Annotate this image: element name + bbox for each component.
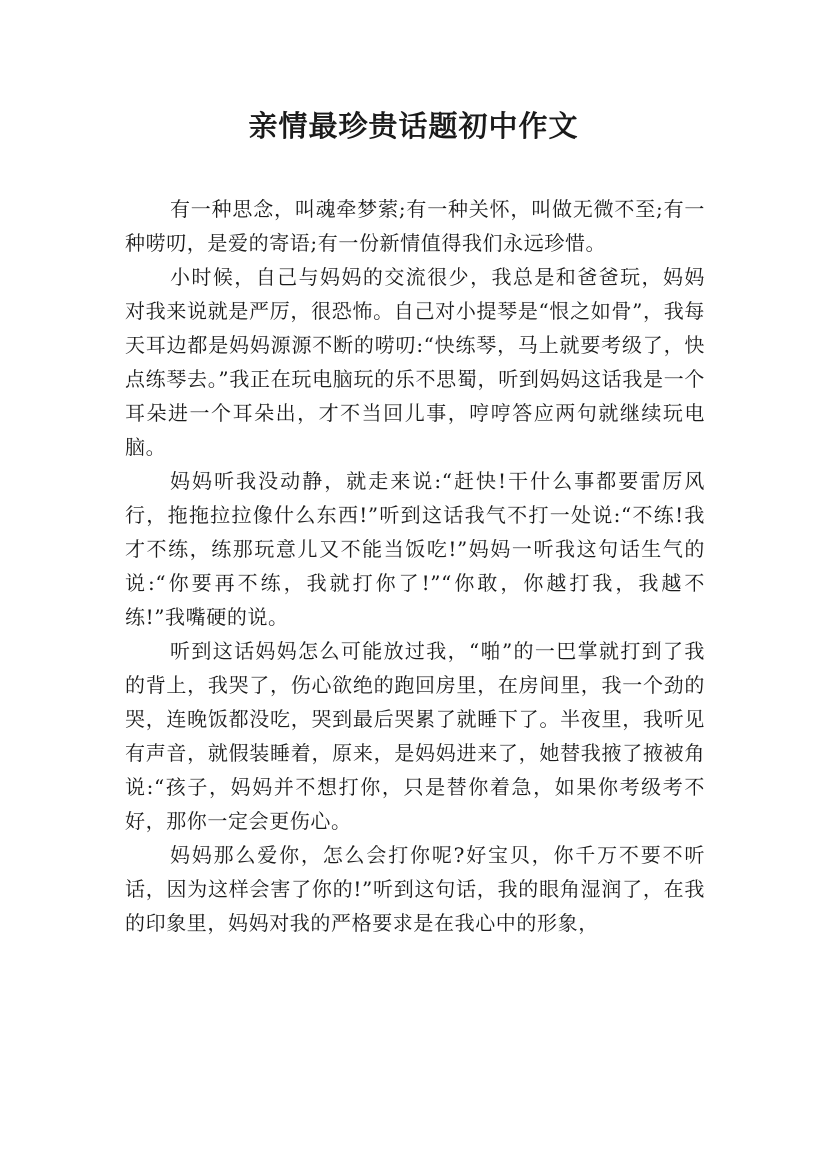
paragraph: 妈妈那么爱你，怎么会打你呢?好宝贝，你千万不要不听话，因为这样会害了你的!”听到这句话，我的眼角湿润了，在我的印象里，妈妈对我的严格要求是在我心中的形象， — [125, 843, 705, 935]
paragraph: 听到这话妈妈怎么可能放过我，“啪”的一巴掌就打到了我的背上，我哭了，伤心欲绝的跑回房里，在房间里，我一个劲的哭，连晚饭都没吃，哭到最后哭累了就睡下了。半夜里，我听见有声音，就假装睡着，原来，是妈妈进来了，她替我掖了掖被角说:“孩子，妈妈并不想打你，只是替你着急，如果你考级考不好，那你一定会更伤心。 — [125, 639, 705, 833]
document-body — [125, 192, 705, 940]
paragraph: 有一种思念，叫魂牵梦萦;有一种关怀，叫做无微不至;有一种唠叨，是爱的寄语;有一份新情值得我们永远珍惜。 — [125, 197, 705, 255]
paragraph: 妈妈听我没动静，就走来说:“赶快!干什么事都要雷厉风行，拖拖拉拉像什么东西!”听到这话我气不打一处说:“不练!我才不练，练那玩意儿又不能当饭吃!”妈妈一听我这句话生气的说:“你要再不练，我就打你了!”“你敢，你越打我，我越不练!”我嘴硬的说。 — [125, 469, 705, 629]
document-title: 亲情最珍贵话题初中作文 — [248, 109, 579, 143]
paragraph: 小时候，自己与妈妈的交流很少，我总是和爸爸玩，妈妈对我来说就是严厉，很恐怖。自己对小提琴是“恨之如骨”，我每天耳边都是妈妈源源不断的唠叨:“快练琴，马上就要考级了，快点练琴去。”我正在玩电脑玩的乐不思蜀，听到妈妈这话我是一个耳朵进一个耳朵出，才不当回儿事，哼哼答应两句就继续玩电脑。 — [125, 265, 705, 459]
